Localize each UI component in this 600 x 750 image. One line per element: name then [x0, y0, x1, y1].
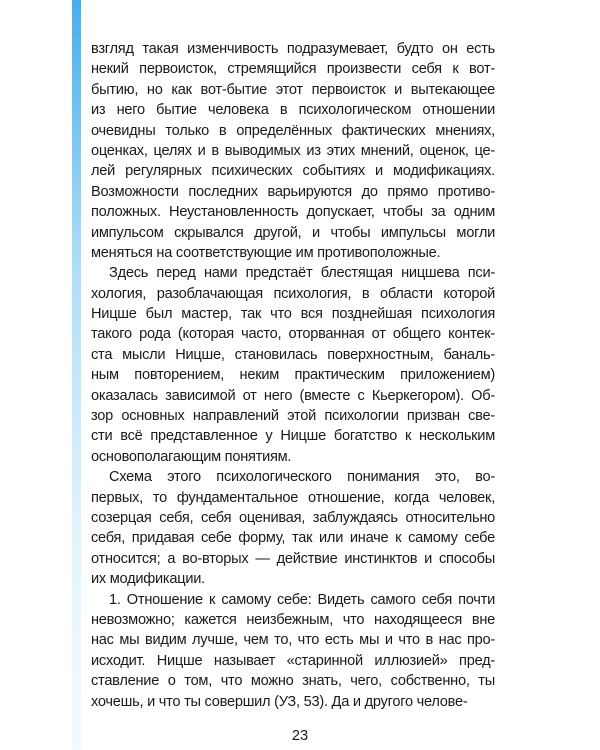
- text-line: меняться на соответствующие им противоположные.: [91, 244, 441, 261]
- text-line: очевидны только в определённых фактических мнениях,: [91, 122, 495, 139]
- page-body-text: [91, 39, 495, 712]
- text-line: положных. Неустановленность допускает, чтобы за одним: [91, 204, 495, 221]
- text-line: оценках, целях и в выводимых из этих мнений, оценок, це-: [91, 142, 495, 159]
- text-line: бытию, но как вот-бытие этот первоисток и вытекающее: [91, 81, 495, 98]
- text-line: из него бытие человека в психологическом отношении: [91, 102, 495, 119]
- scan-edge-shadow: [72, 0, 81, 750]
- text-line: хочешь, и что ты совершил (УЗ, 53). Да и другого челове-: [91, 693, 468, 710]
- text-line: 1. Отношение к самому себе: Видеть самого себя почти: [109, 591, 495, 608]
- paragraph: [91, 467, 495, 589]
- text-line: Возможности последних варьируются до прямо противо-: [91, 183, 495, 200]
- text-line: такого рода (которая часто, оторванная от общего контек-: [91, 326, 495, 343]
- text-line: хология, разоблачающая психология, в области которой: [91, 285, 495, 302]
- text-line: Схема этого психологического понимания это, во-: [109, 469, 495, 486]
- text-line: оказалась зависимой от него (вместе с Кьеркегором). Об-: [91, 387, 495, 404]
- text-line: сти всё представленное у Ницше богатство к нескольким: [91, 428, 495, 445]
- text-line: первых, то фундаментальное отношение, когда человек,: [91, 489, 495, 506]
- text-line: основополагающим понятиям.: [91, 448, 292, 465]
- text-line: Ницше был мастер, так что вся позднейшая психология: [91, 306, 495, 323]
- text-line: себя, придавая себе форму, так или иначе к самому себе: [91, 530, 495, 547]
- text-line: взгляд такая изменчивость подразумевает, будто он есть: [91, 41, 495, 57]
- text-line: ста мысли Ницше, становилась поверхностным, баналь-: [91, 346, 495, 363]
- page-number: 23: [291, 728, 309, 744]
- text-line: невозможно; кажется неизбежным, что находящееся вне: [91, 611, 495, 628]
- text-line: ным повторением, неким практическим приложением): [91, 367, 495, 384]
- text-line: их модификации.: [91, 571, 205, 588]
- text-line: созерцая себя, себя оценивая, заблуждаясь относительно: [91, 509, 495, 526]
- text-line: некий первоисток, стремящийся произвести себя к вот-: [91, 61, 495, 78]
- text-line: лей регулярных психических событиях и модификациях.: [91, 163, 495, 180]
- text-line: Здесь перед нами предстаёт блестящая ницшева пси-: [109, 265, 495, 282]
- text-line: относится; а во-вторых — действие инстинктов и способы: [91, 550, 495, 567]
- text-line: исходит. Ницше называет «старинной иллюзией» пред-: [91, 652, 495, 669]
- text-line: зор основных направлений этой психологии призван све-: [91, 408, 495, 425]
- paragraph: [91, 590, 495, 712]
- text-line: ставление о том, что можно знать, чего, собственно, ты: [91, 673, 495, 690]
- paragraph: [91, 39, 495, 263]
- text-line: импульсом скрывался другой, и чтобы импульсы могли: [91, 224, 495, 241]
- text-line: нас мы видим лучше, чем то, что есть мы и что в нас про-: [91, 632, 495, 649]
- paragraph: [91, 263, 495, 467]
